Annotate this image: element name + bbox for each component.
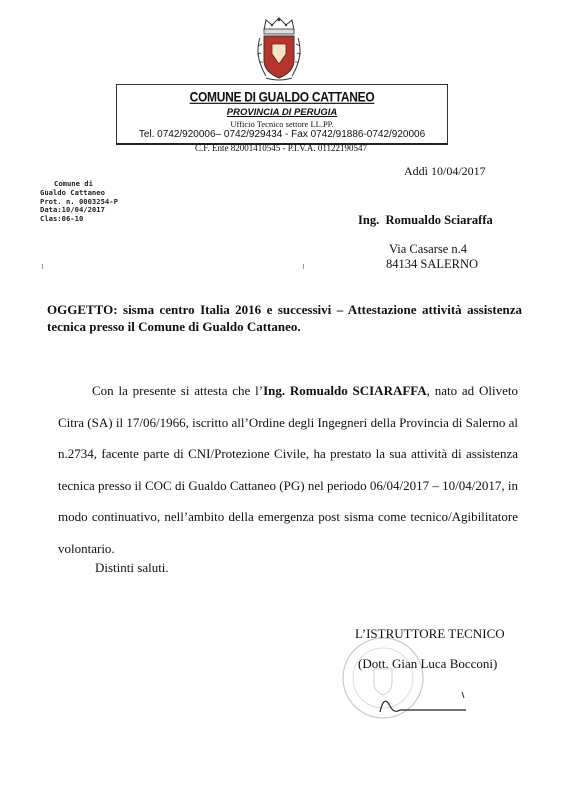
recipient-full-name: Romualdo Sciaraffa <box>385 213 493 227</box>
letter-date: Addì 10/04/2017 <box>404 164 486 178</box>
stamp-line: Comune di <box>54 179 93 188</box>
subject-text: sisma centro Italia 2016 e successivi – Attestazione attività assistenza tecnica presso il Comune di Gualdo Cattaneo. <box>47 302 523 334</box>
recipient-name <box>358 213 493 228</box>
body-text-rest: , nato ad Oliveto Citra (SA) il 17/06/1966, iscritto all’Ordine degli Ingegneri della Provincia di Salerno al n.2734, facente parte di CNI/Protezione Civile, ha prestato la sua attività di assistenza tecnica presso il COC di Gualdo Cattaneo (PG) nel periodo 06/04/2017 – 10/04/2017, in modo continuativo, nell’ambito della emergenza post sisma come tecnico/Agibilitatore volontario. <box>58 383 518 556</box>
provincia-name: PROVINCIA DI PERUGIA <box>226 107 338 118</box>
office-name: Ufficio Tecnico settore LL.PP. <box>230 119 334 129</box>
subject-label: OGGETTO: <box>47 302 118 317</box>
recipient-city: 84134 SALERNO <box>386 257 479 271</box>
stamp-protocol-number: Prot. n. 0003254-P <box>40 196 118 206</box>
stamp-date: Data:10/04/2017 <box>40 205 105 215</box>
signer-name: (Dott. Gian Luca Bocconi) <box>358 656 498 671</box>
handwritten-signature-icon <box>376 686 472 718</box>
scan-speck <box>42 264 43 269</box>
body-paragraph <box>58 375 518 564</box>
phone-fax-line: Tel. 0742/920006– 0742/929434 - Fax 0742/91886-0742/920006 <box>138 129 426 140</box>
letterhead-box <box>116 84 448 145</box>
stamp-line: Gualdo Cattaneo <box>40 187 105 197</box>
letter-body <box>58 375 518 564</box>
signer-title: L’ISTRUTTORE TECNICO <box>355 626 505 641</box>
recipient-address: Via Casarse n.4 <box>389 242 468 256</box>
scan-speck <box>303 264 304 269</box>
comune-name: COMUNE DI GUALDO CATTANEO <box>189 88 375 106</box>
body-text-start: Con la presente si attesta che l’ <box>92 383 264 398</box>
subject-line <box>47 301 522 335</box>
municipal-crest-icon <box>252 16 306 84</box>
recipient-prefix: Ing. <box>358 213 380 227</box>
body-engineer-name: Ing. Romualdo SCIARAFFA <box>263 383 427 398</box>
tax-code-line: C.F. Ente 82001410545 - P.I.V.A. 01122190547 <box>194 143 368 153</box>
protocol-stamp <box>40 180 118 224</box>
stamp-classification: Clas:06-10 <box>40 214 84 224</box>
closing-greeting: Distinti saluti. <box>95 560 169 575</box>
